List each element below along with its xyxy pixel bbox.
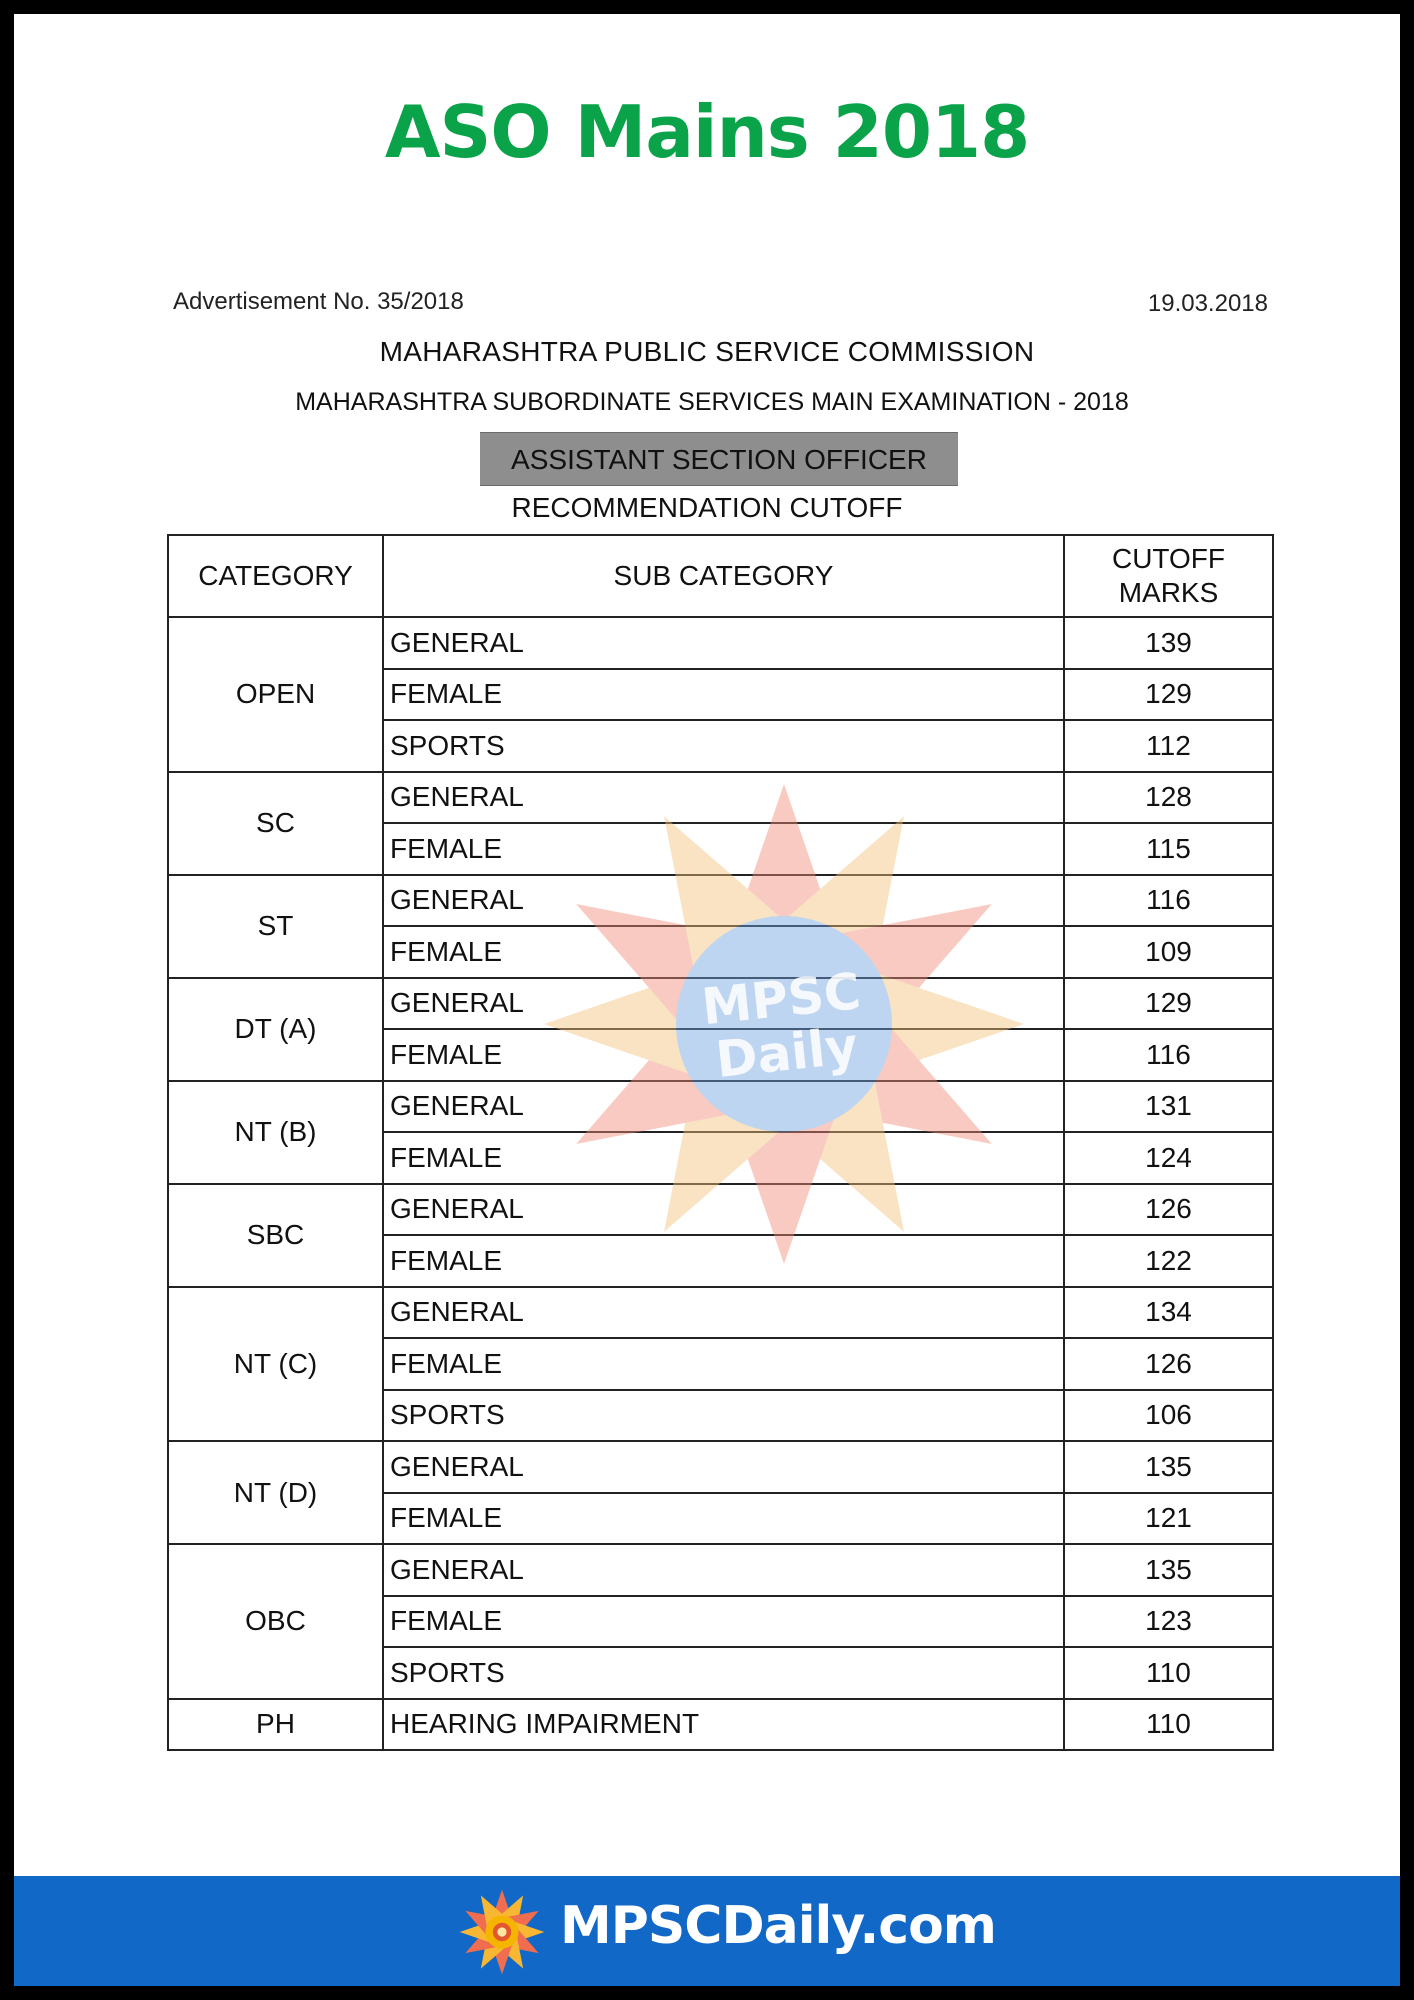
header-cutoff-marks [1064,535,1273,617]
cutoff-marks-cell: 116 [1064,875,1273,927]
cutoff-marks-cell: 135 [1064,1441,1273,1493]
cutoff-marks-cell: 121 [1064,1493,1273,1545]
watermark-line1: MPSC [699,961,864,1037]
sub-category-cell: FEMALE [383,1132,1064,1184]
table-row [168,875,1273,927]
category-cell: ST [168,875,383,978]
table-row [168,978,1273,1030]
category-cell: PH [168,1699,383,1751]
cutoff-marks-cell: 129 [1064,978,1273,1030]
sub-category-cell: FEMALE [383,1493,1064,1545]
poster-title: ASO Mains 2018 [384,90,1030,174]
sub-category-cell: GENERAL [383,617,1064,669]
category-cell: NT (D) [168,1441,383,1544]
cutoff-marks-cell: 124 [1064,1132,1273,1184]
cutoff-marks-cell: 122 [1064,1235,1273,1287]
commission-name: MAHARASHTRA PUBLIC SERVICE COMMISSION [379,336,1035,367]
cutoff-notice [14,14,1400,1986]
exam-name: MAHARASHTRA SUBORDINATE SERVICES MAIN EXAMINATION - 2018 [295,388,1129,416]
category-cell: OPEN [168,617,383,772]
cutoff-marks-cell: 134 [1064,1287,1273,1339]
table-row [168,1184,1273,1236]
sub-category-cell: FEMALE [383,1596,1064,1648]
footer-site-name: MPSCDaily.com [560,1896,996,1956]
cutoff-marks-cell: 106 [1064,1390,1273,1442]
table-row [168,1441,1273,1493]
sub-category-cell: SPORTS [383,720,1064,772]
cutoff-marks-cell: 109 [1064,926,1273,978]
cutoff-marks-cell: 126 [1064,1338,1273,1390]
header-sub-category: SUB CATEGORY [383,535,1064,617]
footer-band [14,1876,1400,1986]
notice-date: 19.03.2018 [1147,290,1268,317]
cutoff-marks-cell: 128 [1064,772,1273,824]
sub-category-cell: FEMALE [383,1235,1064,1287]
header-cutoff-line1: CUTOFF [1111,543,1226,574]
sub-category-cell: SPORTS [383,1390,1064,1442]
sub-category-cell: FEMALE [383,1029,1064,1081]
table-row [168,1287,1273,1339]
sub-category-cell: HEARING IMPAIRMENT [383,1699,1064,1751]
sub-category-cell: FEMALE [383,926,1064,978]
cutoff-marks-cell: 115 [1064,823,1273,875]
table-body [168,617,1273,1750]
sub-category-cell: GENERAL [383,772,1064,824]
cutoff-marks-cell: 110 [1064,1699,1273,1751]
sub-category-cell: GENERAL [383,1441,1064,1493]
cutoff-marks-cell: 126 [1064,1184,1273,1236]
sub-category-cell: SPORTS [383,1647,1064,1699]
cutoff-marks-cell: 131 [1064,1081,1273,1133]
cutoff-table [167,534,1274,1751]
sub-category-cell: FEMALE [383,823,1064,875]
sub-category-cell: FEMALE [383,669,1064,721]
category-cell: DT (A) [168,978,383,1081]
cutoff-heading: RECOMMENDATION CUTOFF [511,492,903,523]
sub-category-cell: GENERAL [383,1287,1064,1339]
table-row [168,1081,1273,1133]
category-cell: OBC [168,1544,383,1699]
cutoff-marks-cell: 135 [1064,1544,1273,1596]
table-header-row [168,535,1273,617]
post-name-banner: ASSISTANT SECTION OFFICER [480,432,958,486]
cutoff-marks-cell: 112 [1064,720,1273,772]
table-row [168,772,1273,824]
category-cell: SC [168,772,383,875]
header-cutoff-line2: MARKS [1118,577,1219,608]
cutoff-marks-cell: 139 [1064,617,1273,669]
table-row [168,1544,1273,1596]
sub-category-cell: GENERAL [383,1081,1064,1133]
sub-category-cell: GENERAL [383,1184,1064,1236]
category-cell: NT (C) [168,1287,383,1442]
cutoff-marks-cell: 123 [1064,1596,1273,1648]
category-cell: SBC [168,1184,383,1287]
cutoff-marks-cell: 116 [1064,1029,1273,1081]
sub-category-cell: FEMALE [383,1338,1064,1390]
cutoff-marks-cell: 110 [1064,1647,1273,1699]
sub-category-cell: GENERAL [383,875,1064,927]
mpsc-daily-logo-icon [456,1886,548,1978]
advertisement-number: Advertisement No. 35/2018 [173,288,464,315]
cutoff-marks-cell: 129 [1064,669,1273,721]
table-row [168,1699,1273,1751]
category-cell: NT (B) [168,1081,383,1184]
watermark-line2: Daily [713,1016,861,1090]
table-row [168,617,1273,669]
sub-category-cell: GENERAL [383,1544,1064,1596]
header-category: CATEGORY [168,535,383,617]
sub-category-cell: GENERAL [383,978,1064,1030]
